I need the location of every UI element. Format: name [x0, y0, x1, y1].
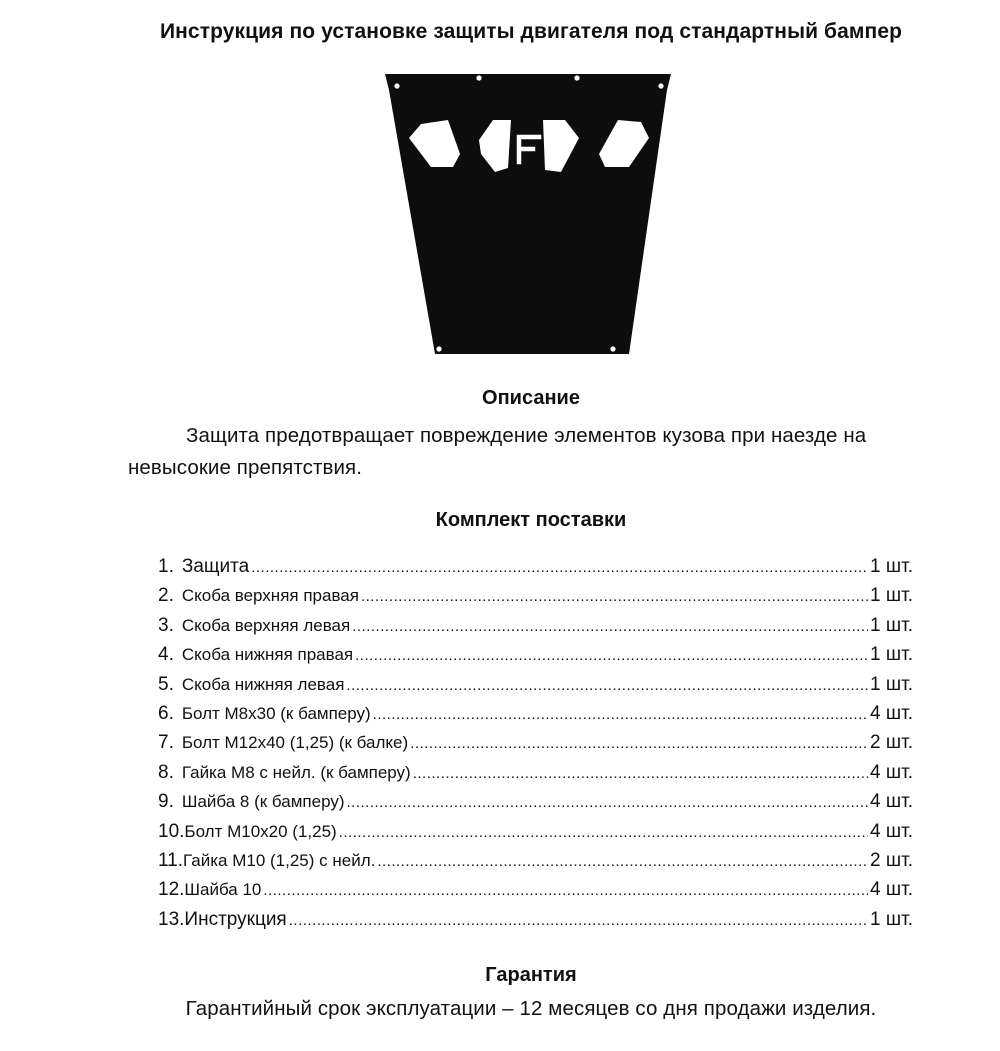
kit-item-name: Скоба нижняя правая	[181, 645, 354, 665]
kit-list-item	[158, 850, 913, 879]
kit-item-number: 8.	[158, 761, 174, 783]
kit-item-name: Гайка М8 с нейл. (к бамперу)	[181, 762, 411, 782]
kit-item-quantity: 1 шт.	[870, 644, 913, 666]
mount-hole	[436, 346, 441, 351]
kit-item-quantity: 1 шт.	[870, 556, 913, 577]
dot-leader	[263, 882, 868, 899]
dot-leader	[352, 618, 868, 635]
kit-item-quantity: 4 шт.	[870, 879, 913, 901]
kit-item-quantity: 1 шт.	[870, 673, 913, 695]
dot-leader	[355, 647, 868, 664]
kit-list-item	[158, 762, 913, 791]
kit-item-name: Скоба верхняя левая	[181, 615, 351, 635]
kit-list-item	[158, 909, 913, 938]
kit-item-name: Шайба 8 (к бамперу)	[181, 792, 345, 812]
kit-item-name: Шайба 10	[184, 880, 262, 900]
kit-item-quantity: 2 шт.	[870, 732, 913, 754]
kit-item-name: Скоба нижняя левая	[181, 674, 345, 694]
mount-hole	[476, 75, 481, 80]
dot-leader	[373, 706, 868, 723]
kit-item-quantity: 4 шт.	[870, 791, 913, 813]
description-heading: Описание	[482, 387, 580, 409]
kit-item-name: Гайка М10 (1,25) с нейл.	[183, 850, 376, 870]
warranty-text: Гарантийный срок эксплуатации – 12 месяцев со дня продажи изделия.	[185, 997, 877, 1020]
kit-item-quantity: 4 шт.	[870, 702, 913, 724]
kit-item-quantity: 4 шт.	[870, 761, 913, 783]
kit-list-item	[158, 644, 913, 673]
warranty-heading: Гарантия	[485, 964, 577, 986]
kit-item-name: Болт М8х30 (к бамперу)	[181, 703, 371, 723]
engine-guard-plate-figure	[383, 72, 673, 362]
kit-list-item	[158, 791, 913, 820]
mount-hole	[610, 346, 615, 351]
kit-list-item	[158, 674, 913, 703]
kit-item-number: 7.	[158, 732, 174, 754]
plate-body	[385, 74, 671, 354]
kit-item-number: 4.	[158, 644, 174, 666]
kit-item-quantity: 2 шт.	[870, 849, 913, 871]
kit-item-number: 11.	[158, 849, 184, 871]
mount-hole	[658, 83, 663, 88]
kit-item-number: 5.	[158, 673, 174, 695]
kit-item-number: 13.	[158, 908, 185, 930]
kit-item-number: 10.	[158, 820, 185, 842]
dot-leader	[361, 588, 868, 605]
kit-item-number: 9.	[158, 791, 174, 813]
kit-item-number: 6.	[158, 702, 174, 724]
kit-item-number: 12.	[158, 879, 185, 901]
kit-list-item	[158, 879, 913, 908]
description-text: Защита предотвращает повреждение элементов кузова при наезде на невысокие препятствия.	[128, 424, 867, 479]
dot-leader	[251, 559, 868, 576]
kit-list-item	[158, 703, 913, 732]
kit-item-number: 1.	[158, 556, 174, 577]
kit-item-number: 3.	[158, 614, 174, 636]
mount-hole	[574, 75, 579, 80]
kit-item-quantity: 1 шт.	[870, 908, 913, 930]
dot-leader	[347, 794, 869, 811]
kit-item-name: Защита	[181, 556, 250, 577]
kit-list-item	[158, 821, 913, 850]
kit-list-item	[158, 556, 913, 585]
kit-item-number: 2.	[158, 585, 174, 607]
dot-leader	[346, 677, 868, 694]
page-title: Инструкция по установке защиты двигателя под стандартный бампер	[159, 20, 903, 43]
dot-leader	[289, 912, 868, 929]
kit-item-name: Инструкция	[184, 908, 287, 930]
mount-hole	[394, 83, 399, 88]
dot-leader	[377, 853, 868, 870]
kit-item-name: Скоба верхняя правая	[181, 586, 359, 606]
kit-list-item	[158, 732, 913, 761]
dot-leader	[339, 824, 868, 841]
kit-item-quantity: 1 шт.	[870, 585, 913, 607]
kit-list-item	[158, 585, 913, 614]
kit-item-quantity: 1 шт.	[870, 614, 913, 636]
kit-list	[158, 556, 913, 938]
dot-leader	[410, 735, 868, 752]
kit-heading: Комплект поставки	[435, 509, 627, 531]
dot-leader	[413, 765, 868, 782]
kit-item-quantity: 4 шт.	[870, 820, 913, 842]
kit-item-name: Болт М10х20 (1,25)	[184, 821, 337, 841]
kit-item-name: Болт М12х40 (1,25) (к балке)	[181, 733, 409, 753]
kit-list-item	[158, 615, 913, 644]
